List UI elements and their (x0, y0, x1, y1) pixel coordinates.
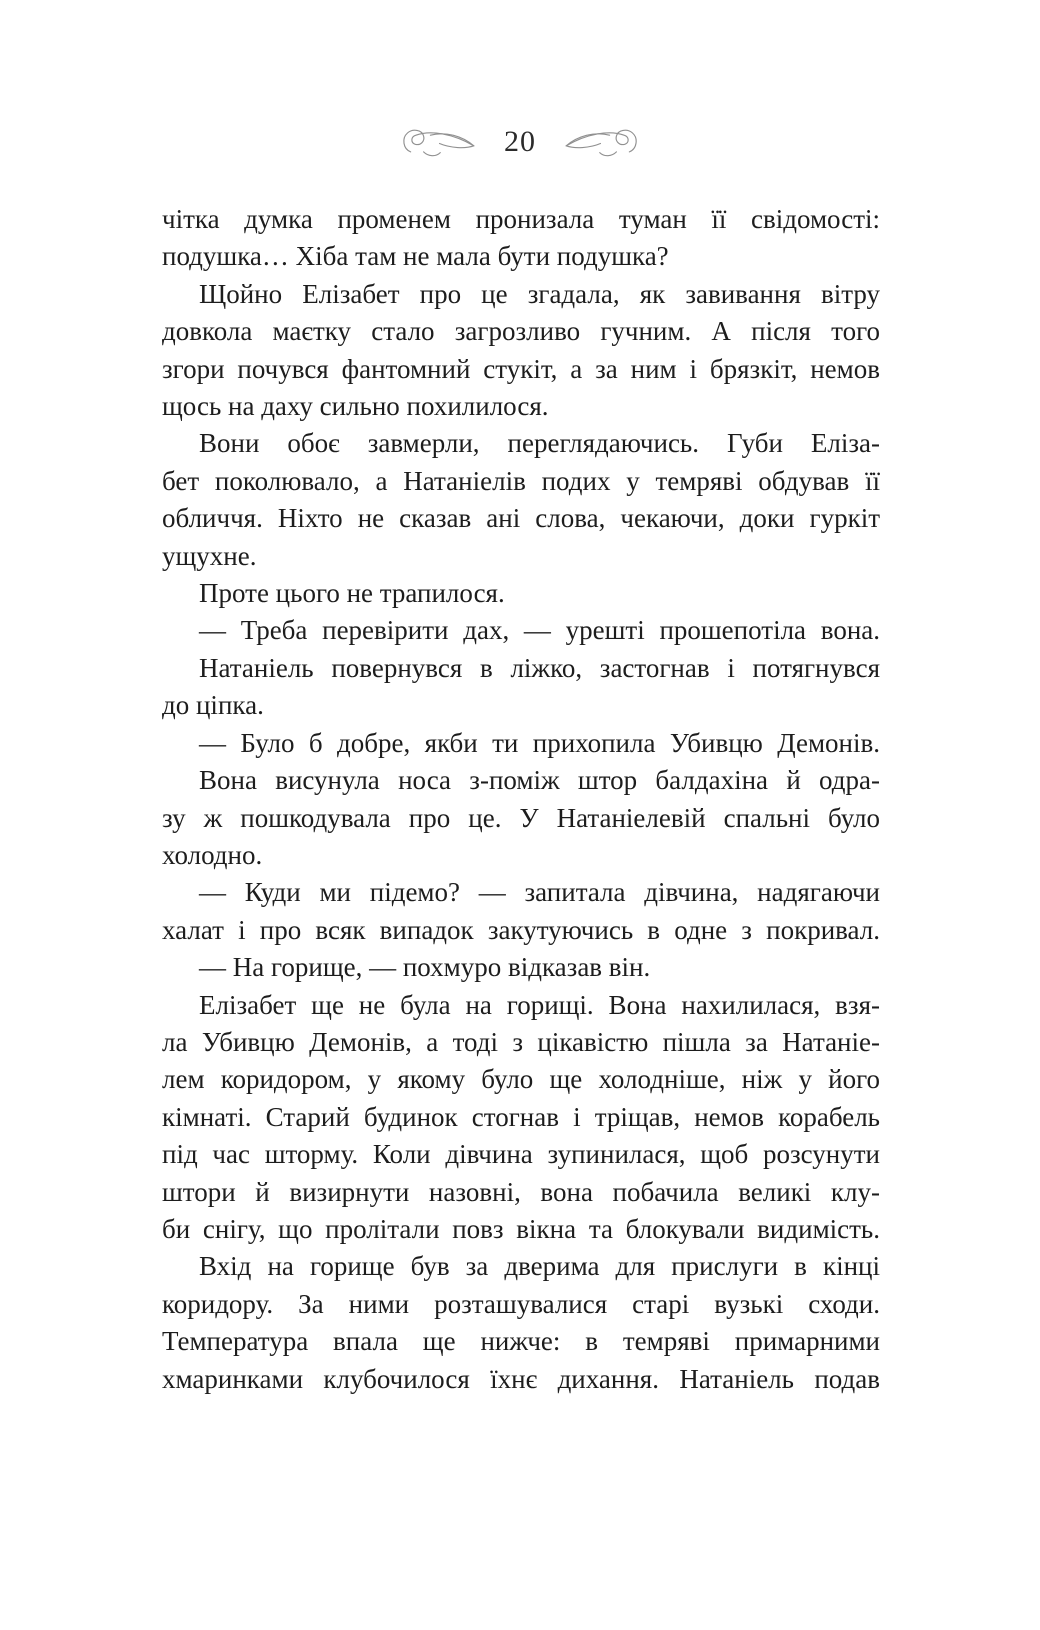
text-line: — Було б добре, якби ти прихопила Убивцю Демонів. (199, 727, 880, 758)
text-line: кімнаті. Старий будинок стогнав і тріщав, немов корабель (162, 1101, 880, 1132)
text-line: чітка думка променем пронизала туман її свідомості: (162, 204, 880, 234)
text-line: коридору. За ними розташувалися старі вузькі сходи. (162, 1288, 880, 1319)
text-line: — Куди ми підемо? — запитала дівчина, надягаючи (199, 877, 880, 908)
text-line: — На горище, — похмуро відказав він. (199, 952, 651, 983)
text-line: ла Убивцю Демонів, а тоді з цікавістю пішла за Натаніе- (162, 1026, 880, 1057)
text-line: халат і про всяк випадок закутуючись в одне з покривал. (162, 914, 880, 945)
text-line: би снігу, що пролітали повз вікна та блокували видимість. (162, 1213, 880, 1244)
text-line: зу ж пошкодувала про це. У Натаніелевій спальні було (162, 802, 880, 833)
text-line: обличчя. Ніхто не сказав ані слова, чекаючи, доки гуркіт (162, 503, 880, 534)
text-line: щось на даху сильно похилилося. (162, 391, 549, 422)
text-line: Температура впала ще нижче: в темряві примарними (162, 1326, 880, 1357)
text-line: Вони обоє завмерли, переглядаючись. Губи Еліза- (199, 428, 880, 459)
text-line: Натаніель повернувся в ліжко, застогнав і потягнувся (199, 652, 880, 683)
body-text (162, 201, 880, 1398)
text-line: довкола маєтку стало загрозливо гучним. А після того (162, 316, 880, 347)
text-line: Проте цього не трапилося. (199, 578, 505, 609)
text-line: холодно. (162, 839, 263, 870)
flourish-left-icon (400, 123, 476, 161)
text-line: під час шторму. Коли дівчина зупинилася, щоб розсунути (162, 1139, 880, 1170)
text-line: Вхід на горище був за дверима для прислуги в кінці (199, 1251, 880, 1282)
text-line: Щойно Елізабет про це згадала, як завивання вітру (199, 278, 880, 309)
text-line: до ціпка. (162, 690, 264, 721)
page-header (0, 118, 1040, 166)
text-line: Елізабет ще не була на горищі. Вона нахилилася, взя- (199, 989, 880, 1020)
text-line: штори й визирнути назовні, вона побачила великі клу- (162, 1176, 880, 1207)
text-line: подушка… Хіба там не мала бути подушка? (162, 241, 669, 272)
flourish-right-icon (564, 123, 640, 161)
text-line: ущухне. (162, 540, 257, 571)
text-line: лем коридором, у якому було ще холодніше, ніж у його (162, 1064, 880, 1095)
text-line: Вона висунула носа з-поміж штор балдахіна й одра- (199, 765, 880, 796)
page-number: 20 (504, 125, 536, 158)
text-line: згори почувся фантомний стукіт, а за ним і брязкіт, немов (162, 353, 880, 384)
text-line: хмаринками клубочилося їхнє дихання. Натаніель подав (162, 1363, 880, 1394)
text-line: — Треба перевірити дах, — урешті прошепотіла вона. (199, 615, 880, 646)
text-line: бет поколювало, а Натаніелів подих у темряві обдував її (162, 465, 880, 496)
